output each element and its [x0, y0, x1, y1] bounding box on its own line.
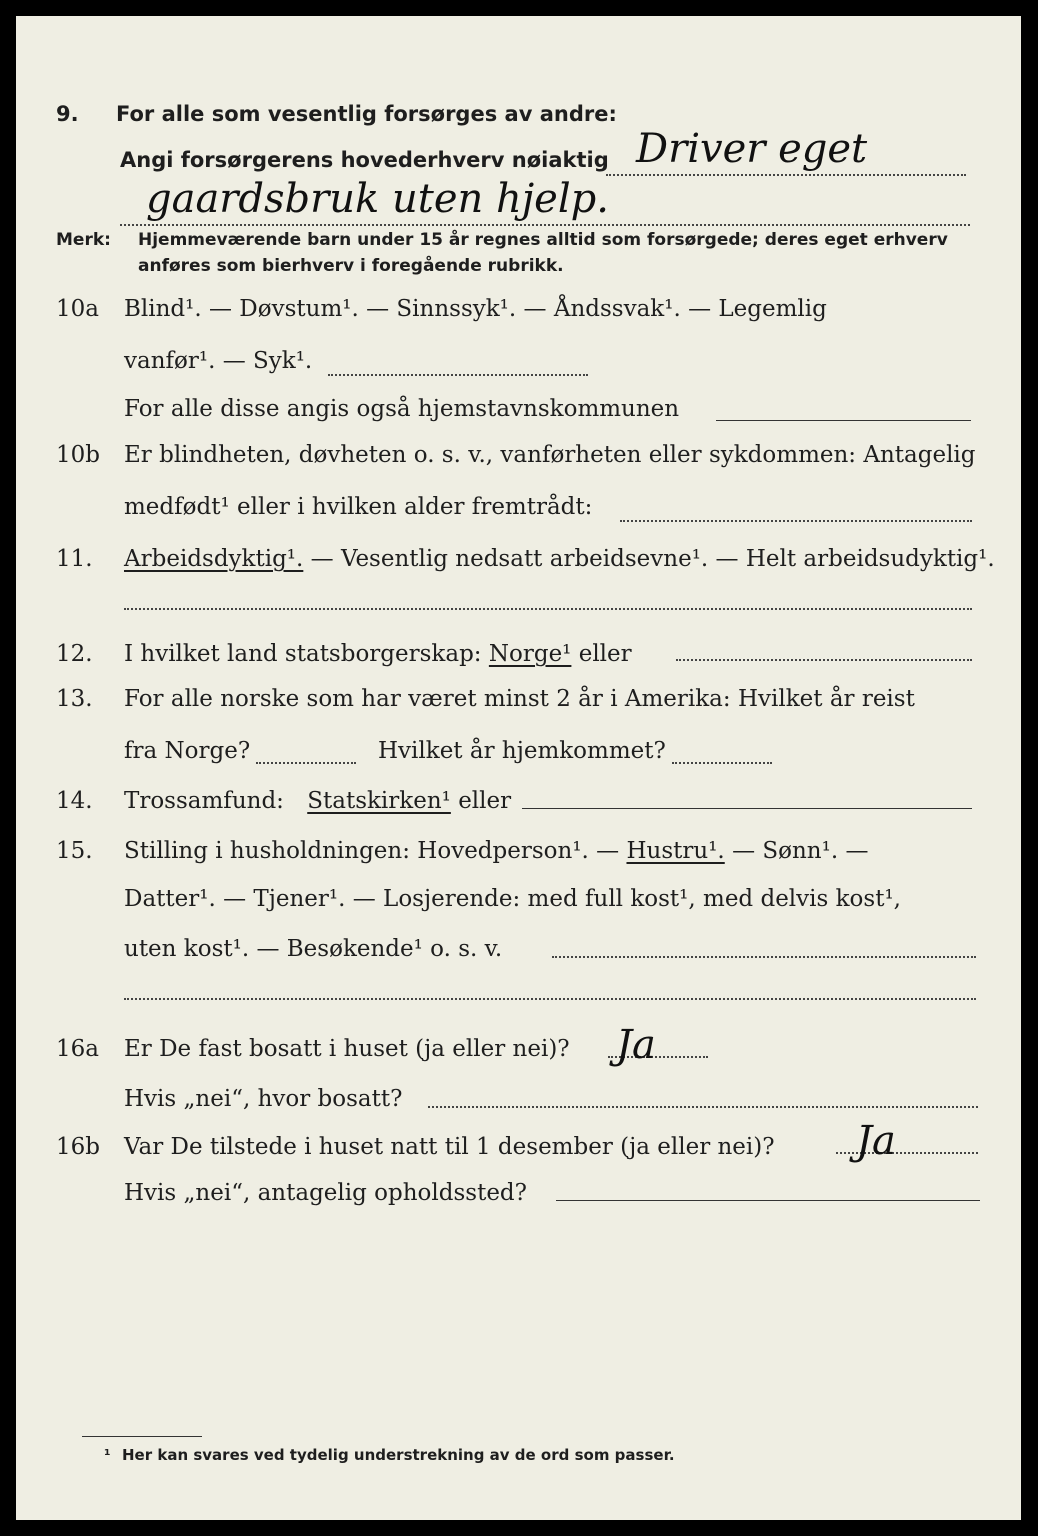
q11-answer-line — [124, 608, 972, 610]
q16b-text-2: Hvis „nei“, antagelig opholdssted? — [124, 1180, 527, 1206]
q13-answer-line-1 — [256, 762, 356, 764]
q11-rest: — Vesentlig nedsatt arbeidsevne¹. — Helt arbeidsudyktig¹. — [310, 546, 995, 572]
q14-text — [124, 788, 511, 814]
q9-title: For alle som vesentlig forsørges av andre: — [116, 102, 617, 126]
q9-answer-line-2 — [120, 224, 970, 226]
q10a-text-1: Blind¹. — Døvstum¹. — Sinnssyk¹. — Åndssvak¹. — Legemlig — [124, 296, 827, 322]
q15-answer-line-2 — [124, 998, 976, 1000]
q10b-text-2: medfødt¹ eller i hvilken alder fremtrådt: — [124, 494, 593, 520]
q12-text — [124, 641, 632, 667]
q9-handwritten-answer-1: Driver eget — [636, 126, 868, 172]
q10a-text-2: vanfør¹. — Syk¹. — [124, 348, 313, 374]
q12-answer-line — [676, 659, 972, 661]
q12-number: 12. — [56, 641, 93, 667]
q13-text-1: For alle norske som har været minst 2 år i Amerika: Hvilket år reist — [124, 686, 915, 712]
note-label: Merk: — [56, 230, 111, 250]
q16a-place-line — [428, 1106, 978, 1108]
q16a-handwritten-answer: Ja — [616, 1022, 656, 1068]
q10b-number: 10b — [56, 442, 100, 468]
q12-option-underlined: Norge¹ — [488, 641, 572, 667]
q10a-text-3: For alle disse angis også hjemstavnskommunen — [124, 396, 680, 422]
q13-number: 13. — [56, 686, 93, 712]
q10b-answer-line — [620, 520, 972, 522]
footnote-mark: ¹ — [104, 1446, 111, 1464]
q15-option-underlined: Hustru¹. — [626, 838, 725, 864]
q16b-text-1: Var De tilstede i huset natt til 1 desember (ja eller nei)? — [124, 1134, 775, 1160]
census-form-page — [16, 16, 1021, 1520]
q14-answer-line — [522, 808, 972, 809]
q15-post: — Sønn¹. — — [732, 838, 869, 864]
q13-text-2b: Hvilket år hjemkommet? — [378, 738, 666, 764]
q16b-handwritten-answer: Ja — [856, 1118, 896, 1164]
q14-pre: Trossamfund: — [124, 788, 284, 814]
q15-text-2: Datter¹. — Tjener¹. — Losjerende: med full kost¹, med delvis kost¹, — [124, 886, 901, 912]
q10a-answer-line-2 — [716, 420, 971, 421]
q15-pre: Stilling i husholdningen: Hovedperson¹. — — [124, 838, 620, 864]
q11-text — [124, 546, 995, 572]
q14-post: eller — [458, 788, 512, 814]
q16b-number: 16b — [56, 1134, 100, 1160]
q9-number: 9. — [56, 102, 79, 126]
q9-prompt: Angi forsørgerens hovederhverv nøiaktig — [120, 148, 609, 172]
q11-number: 11. — [56, 546, 93, 572]
note-text-1: Hjemmeværende barn under 15 år regnes alltid som forsørgede; deres eget erhverv — [138, 230, 948, 250]
q16a-text-1: Er De fast bosatt i huset (ja eller nei)? — [124, 1036, 570, 1062]
q13-answer-line-2 — [672, 762, 772, 764]
q14-number: 14. — [56, 788, 93, 814]
q16a-number: 16a — [56, 1036, 99, 1062]
footnote-rule — [82, 1436, 202, 1437]
q15-text-3: uten kost¹. — Besøkende¹ o. s. v. — [124, 936, 503, 962]
q10a-number: 10a — [56, 296, 99, 322]
q15-number: 15. — [56, 838, 93, 864]
q9-handwritten-answer-2: gaardsbruk uten hjelp. — [146, 176, 609, 222]
footnote-text: Her kan svares ved tydelig understrekning av de ord som passer. — [122, 1446, 675, 1464]
q15-text-1 — [124, 838, 868, 864]
q10a-answer-line-1 — [328, 374, 588, 376]
q10b-text-1: Er blindheten, døvheten o. s. v., vanførheten eller sykdommen: Antagelig — [124, 442, 976, 468]
q9-answer-line-1 — [606, 174, 966, 176]
q13-text-2a: fra Norge? — [124, 738, 251, 764]
q16a-text-2: Hvis „nei“, hvor bosatt? — [124, 1086, 403, 1112]
note-text-2: anføres som bierhverv i foregående rubrikk. — [138, 256, 564, 276]
q11-option-underlined: Arbeidsdyktig¹. — [124, 546, 304, 572]
q14-option-underlined: Statskirken¹ — [307, 788, 451, 814]
q16b-place-line — [556, 1200, 980, 1201]
q12-post: eller — [578, 641, 632, 667]
q15-answer-line-1 — [552, 956, 976, 958]
q12-pre: I hvilket land statsborgerskap: — [124, 641, 482, 667]
